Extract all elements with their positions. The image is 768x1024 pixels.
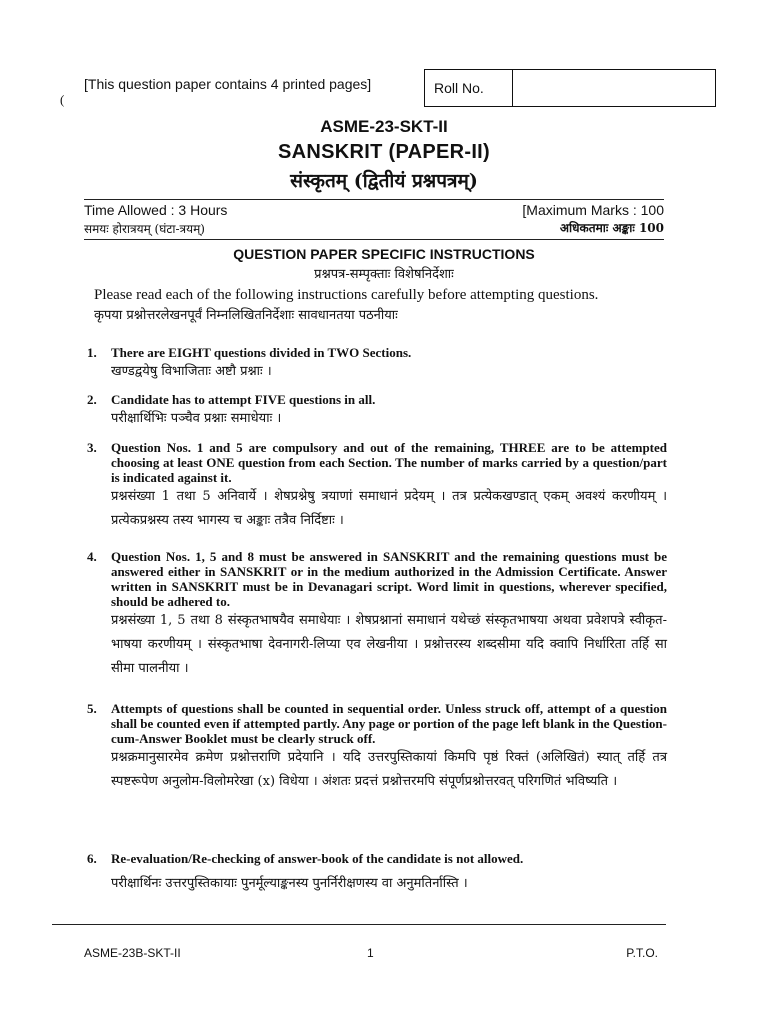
instruction-text: Attempts of questions shall be counted in sequential order. Unless struck off, attempt of a question shall be counted even if attempted partly. Any page or portion of the page left blank in the Question-cum-Answer Booklet must be clearly struck off.: [111, 701, 667, 746]
instruction-item: [87, 701, 667, 794]
roll-number-box: [424, 69, 716, 107]
page-count-note: [This question paper contains 4 printed pages]: [84, 76, 372, 92]
instruction-text: There are EIGHT questions divided in TWO Sections.: [111, 345, 412, 360]
maximum-marks: [Maximum Marks : 100: [522, 202, 664, 218]
read-instructions-note: Please read each of the following instructions carefully before attempting questions.: [94, 287, 599, 303]
please-turn-over: P.T.O.: [626, 946, 658, 960]
footer-divider: [52, 924, 666, 925]
instruction-number: 2.: [87, 392, 97, 407]
instruction-text-sanskrit: खण्डद्वयेषु विभाजिताः अष्टौ प्रश्नाः ।: [111, 364, 272, 379]
instruction-number: 1.: [87, 345, 97, 360]
instruction-text-sanskrit: परीक्षार्थिभिः पञ्चैव प्रश्नाः समाधेयाः ।: [111, 411, 282, 426]
instruction-text-sanskrit: प्रश्नक्रमानुसारमेव क्रमेण प्रश्नोत्तराणि प्रदेयानि । यदि उत्तरपुस्तिकायां किमपि पृष्ठं रिक्तं (अलिखितं) स्यात् तर्हि तत्र स्पष्टरूपेण अनुलोम-विलोमरेखा (x) विधेया । अंशतः प्रदत्तं प्रश्नोत्तरमपि संपूर्णप्रश्नोत्तरवत् परिगणितं भविष्यति ।: [111, 750, 667, 789]
instruction-text: Re-evaluation/Re-checking of answer-book of the candidate is not allowed.: [111, 851, 524, 866]
instruction-item: [87, 851, 667, 896]
instructions-heading-sanskrit: प्रश्नपत्र-सम्पृक्ताः विशेषनिर्देशाः: [314, 267, 454, 282]
page-number: 1: [367, 946, 374, 960]
instruction-number: 6.: [87, 851, 97, 866]
instruction-item: [87, 440, 667, 533]
roll-number-label: Roll No.: [425, 70, 513, 106]
margin-mark: (: [60, 92, 65, 107]
instructions-heading: QUESTION PAPER SPECIFIC INSTRUCTIONS: [233, 246, 535, 262]
instruction-text: Question Nos. 1 and 5 are compulsory and out of the remaining, THREE are to be attempted choosing at least ONE question from each Section. The number of marks carried by a question/part is indicated against it.: [111, 440, 667, 485]
instruction-text-sanskrit: परीक्षार्थिनः उत्तरपुस्तिकायाः पुनर्मूल्याङ्कनस्य पुनर्निरीक्षणस्य वा अनुमतिर्नास्ति ।: [111, 876, 468, 891]
instruction-item: [87, 392, 667, 431]
maximum-marks-sanskrit: अधिकतमाः अङ्काः 100: [559, 221, 664, 235]
roll-number-field[interactable]: [513, 70, 715, 106]
divider-meta: [84, 239, 664, 240]
instruction-text: Question Nos. 1, 5 and 8 must be answered in SANSKRIT and the remaining questions must be answered either in SANSKRIT or in the medium authorized in the Admission Certificate. Answer written in SANSKRIT must be in Devanagari script. Word limit in questions, wherever specified, should be adhered to.: [111, 549, 667, 609]
time-allowed-sanskrit: समयः होरात्रयम् (घंटा-त्रयम्): [84, 222, 205, 236]
instruction-item: [87, 549, 667, 681]
read-instructions-note-sanskrit: कृपया प्रश्नोत्तरलेखनपूर्वं निम्नलिखितनिर्देशाः सावधानतया पठनीयाः: [94, 308, 398, 323]
instruction-number: 4.: [87, 549, 97, 564]
paper-code: ASME-23-SKT-II: [320, 117, 448, 136]
instruction-text-sanskrit: प्रश्नसंख्या 1 तथा 5 अनिवार्ये । शेषप्रश्नेषु त्रयाणां समाधानं प्रदेयम् । तत्र प्रत्येकखण्डात् एकम् अवश्यं करणीयम् । प्रत्येकप्रश्नस्य तस्य भागस्य च अङ्काः तत्रैव निर्दिष्टाः ।: [111, 489, 667, 528]
footer-paper-code: ASME-23B-SKT-II: [84, 946, 181, 960]
divider-top: [84, 199, 664, 200]
instruction-number: 5.: [87, 701, 97, 716]
instruction-text: Candidate has to attempt FIVE questions in all.: [111, 392, 376, 407]
instruction-item: [87, 345, 667, 384]
paper-title-sanskrit: संस्कृतम् (द्वितीयं प्रश्नपत्रम्): [290, 170, 478, 192]
instruction-text-sanskrit: प्रश्नसंख्या 1, 5 तथा 8 संस्कृतभाषयैव समाधेयाः । शेषप्रश्नानां समाधानं यथेच्छं संस्कृतभाषया अथवा प्रवेशपत्रे स्वीकृत-भाषया करणीयम् । संस्कृतभाषा देवनागरी-लिप्या एव लेखनीया । प्रश्नोत्तरस्य शब्दसीमा यदि क्वापि निर्धारिता तर्हि सा सीमा पालनीया ।: [111, 613, 667, 676]
instruction-number: 3.: [87, 440, 97, 455]
paper-title: SANSKRIT (PAPER-II): [278, 141, 490, 163]
time-allowed: Time Allowed : 3 Hours: [84, 202, 228, 218]
